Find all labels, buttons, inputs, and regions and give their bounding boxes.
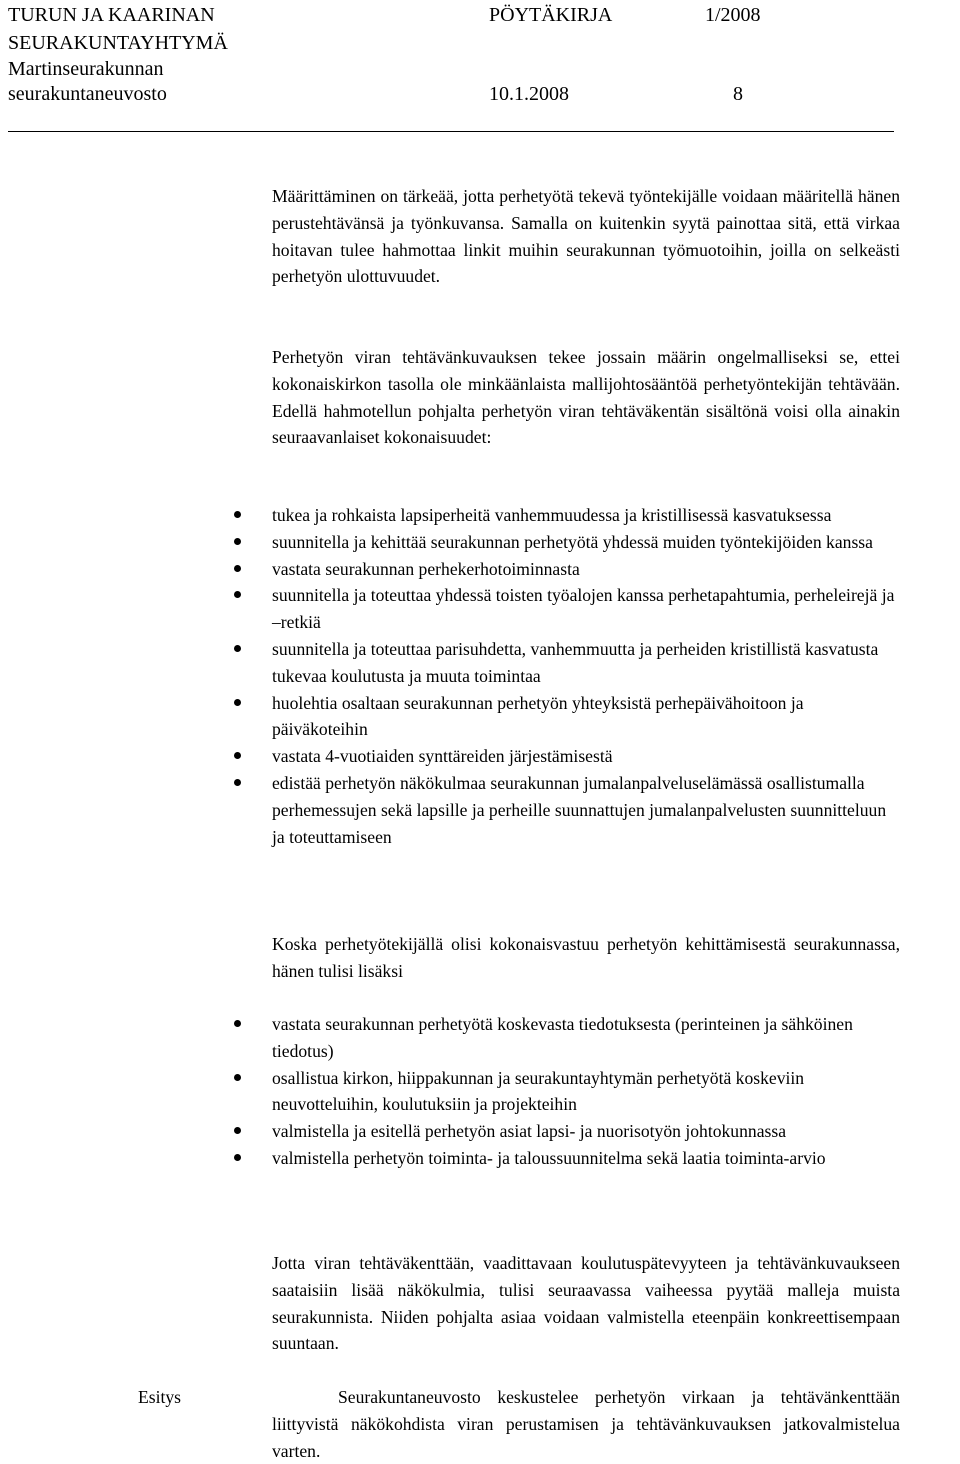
list-item: valmistella perhetyön toiminta- ja taloussuunnitelma sekä laatia toiminta-arvio [232,1145,900,1172]
parish-name: Martinseurakunnan [8,58,164,80]
org-name-line2: SEURAKUNTAYHTYMÄ [8,32,228,54]
list-item: tukea ja rohkaista lapsiperheitä vanhemmuudessa ja kristillisessä kasvatuksessa [232,502,900,529]
list-item: suunnitella ja kehittää seurakunnan perhetyötä yhdessä muiden työntekijöiden kanssa [232,529,900,556]
problem-paragraph: Perhetyön viran tehtävänkuvauksen tekee jossain määrin ongelmalliseksi se, ettei kokonaiskirkon tasolla ole minkäänlaista mallijohtosääntöä perhetyöntekijän tehtävään. Edellä hahmotellun pohjalta perhetyön viran tehtäväkentän sisältönä voisi olla ainakin seuraavanlaiset kokonaisuudet: [272,347,900,448]
proposal-text: Seurakuntaneuvosto keskustelee perhetyön virkaan ja tehtävänkenttään liittyvistä näkökohdista viran perustamisen ja tehtävänkuvauksen jatkovalmistelua varten. [272,1387,900,1461]
closing-paragraph: Jotta viran tehtäväkenttään, vaadittavaan koulutuspätevyyteen ja tehtävänkuvaukseen saataisiin lisää näkökulmia, tulisi seuraavassa vaiheessa pyytää malleja muista seurakunnista. Niiden pohjalta asiaa voidaan valmistella eteenpäin konkreettisempaan suuntaan. [272,1253,900,1354]
doc-type: PÖYTÄKIRJA [489,4,613,26]
doc-number: 1/2008 [705,4,761,26]
list-item: suunnitella ja toteuttaa parisuhdetta, vanhemmuutta ja perheiden kristillistä kasvatusta tukevaa koulutusta ja muuta toimintaa [232,636,900,690]
task-list [232,502,900,850]
list-item: edistää perhetyön näkökulmaa seurakunnan jumalanpalveluselämässä osallistumalla perhemessujen sekä lapsille ja perheille suunnattujen jumalanpalvelusten suunnitteluun ja toteuttamiseen [232,770,900,850]
list-item: valmistella ja esitellä perhetyön asiat lapsi- ja nuorisotyön johtokunnassa [232,1118,900,1145]
list-item: vastata seurakunnan perhetyötä koskevasta tiedotuksesta (perinteinen ja sähköinen tiedotus) [232,1011,900,1065]
list-item: vastata 4-vuotiaiden synttäreiden järjestämisestä [232,743,900,770]
list-item: osallistua kirkon, hiippakunnan ja seurakuntayhtymän perhetyötä koskeviin neuvotteluihin, koulutuksiin ja projekteihin [232,1065,900,1119]
org-name-line1: TURUN JA KAARINAN [8,4,215,26]
council-name: seurakuntaneuvosto [8,83,167,105]
intro-paragraph: Määrittäminen on tärkeää, jotta perhetyötä tekevä työntekijälle voidaan määritellä hänen perustehtävänsä ja työnkuvansa. Samalla on kuitenkin syytä painottaa sitä, että virkaa hoitavan tulee hahmottaa linkit muihin seurakunnan työmuotoihin, joilla on selkeästi perhetyön ulottuvuudet. [272,186,900,287]
responsibility-paragraph: Koska perhetyötekijällä olisi kokonaisvastuu perhetyön kehittämisestä seurakunnassa, hänen tulisi lisäksi [272,934,900,981]
additional-task-list [232,1011,900,1172]
proposal-label: Esitys [138,1387,182,1407]
page-number: 8 [733,83,743,105]
meeting-date: 10.1.2008 [489,83,569,105]
list-item: suunnitella ja toteuttaa yhdessä toisten työalojen kanssa perhetapahtumia, perheleirejä ja –retkiä [232,582,900,636]
header-divider [8,131,894,132]
list-item: vastata seurakunnan perhekerhotoiminnasta [232,556,900,583]
list-item: huolehtia osaltaan seurakunnan perhetyön yhteyksistä perhepäivähoitoon ja päiväkoteihin [232,690,900,744]
